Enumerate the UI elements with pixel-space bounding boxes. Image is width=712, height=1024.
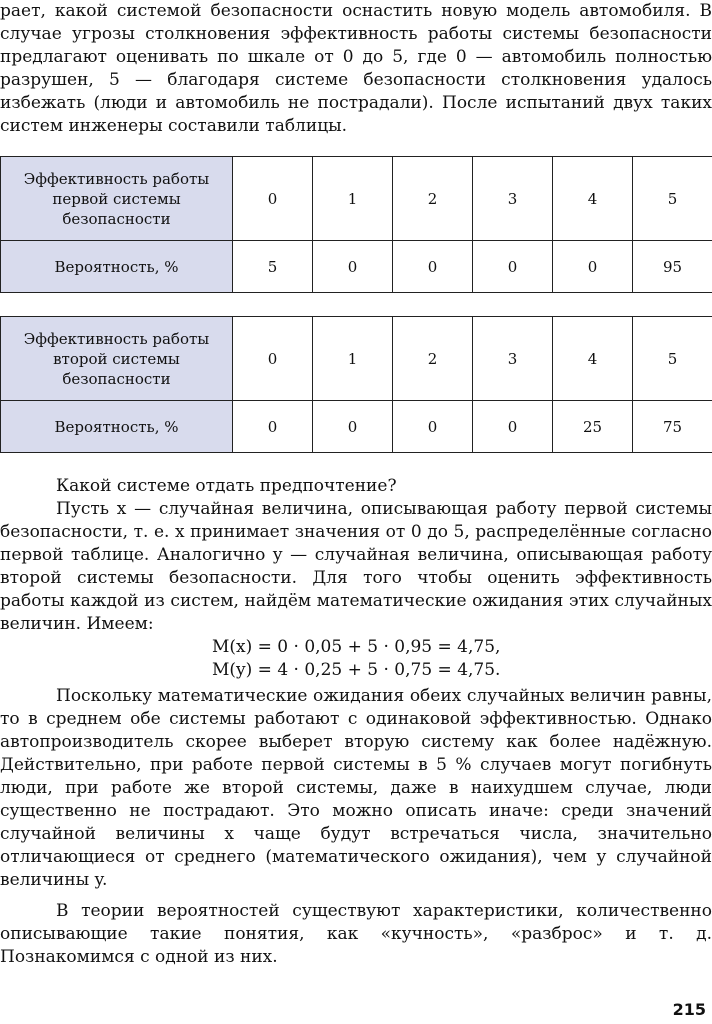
comparison-paragraph: Поскольку математические ожидания обеих случайных величин равны, то в среднем обе системы работают с одинаковой эффективностью. Однако автопроизводитель скорее выберет вторую систему как более надёжную. Действительно, при работе первой системы в 5 % случаев могут погибнуть люди, при работе же второй системы, даже в наихудшем случае, люди существенно не пострадают. Это можно описать иначе: среди значений случайной величины x чаще будут встречаться числа, значительно отличающиеся от среднего (математического ожидания), чем у случайной величины y. bbox=[0, 686, 712, 890]
table-cell: 5 bbox=[633, 317, 712, 401]
table-cell: 4 bbox=[553, 157, 633, 241]
table-cell: 75 bbox=[633, 401, 712, 453]
table-cell: 0 bbox=[553, 241, 633, 293]
table-row bbox=[1, 157, 712, 241]
first-system-table bbox=[0, 156, 712, 293]
table-cell: 0 bbox=[233, 157, 313, 241]
table-cell: 25 bbox=[553, 401, 633, 453]
table-header-cell: Вероятность, % bbox=[1, 401, 233, 453]
question-line: Какой системе отдать предпочтение? bbox=[56, 476, 397, 496]
table-cell: 5 bbox=[633, 157, 712, 241]
table-header-cell: Эффективность работы второй системы безопасности bbox=[1, 317, 233, 401]
table-row bbox=[1, 241, 712, 293]
table-cell: 95 bbox=[633, 241, 712, 293]
table-cell: 0 bbox=[393, 401, 473, 453]
intro-paragraph: рает, какой системой безопасности оснастить новую модель автомобиля. В случае угрозы столкновения эффективность работы системы безопасности предлагают оценивать по шкале от 0 до 5, где 0 — автомобиль полностью разрушен, 5 — благодаря системе безопасности столкновения удалось избежать (люди и автомобиль не пострадали). После испытаний двух таких систем инженеры составили таблицы. bbox=[0, 1, 712, 136]
table-row bbox=[1, 317, 712, 401]
table-cell: 3 bbox=[473, 157, 553, 241]
table-cell: 0 bbox=[473, 401, 553, 453]
formula-second: M(y) = 4 · 0,25 + 5 · 0,75 = 4,75. bbox=[212, 660, 501, 680]
table-cell: 4 bbox=[553, 317, 633, 401]
table-cell: 1 bbox=[313, 157, 393, 241]
second-system-table bbox=[0, 316, 712, 453]
table-cell: 1 bbox=[313, 317, 393, 401]
table-cell: 5 bbox=[233, 241, 313, 293]
page-number: 215 bbox=[672, 1000, 706, 1019]
table-row bbox=[1, 401, 712, 453]
table-cell: 0 bbox=[233, 317, 313, 401]
formula-first: M(x) = 0 · 0,05 + 5 · 0,95 = 4,75, bbox=[212, 637, 501, 657]
table-cell: 0 bbox=[393, 241, 473, 293]
table-header-cell: Вероятность, % bbox=[1, 241, 233, 293]
table-cell: 3 bbox=[473, 317, 553, 401]
table-cell: 0 bbox=[313, 401, 393, 453]
table-cell: 0 bbox=[313, 241, 393, 293]
table-cell: 0 bbox=[473, 241, 553, 293]
expectation-paragraph: Пусть x — случайная величина, описывающая работу первой системы безопасности, т. е. x принимает значения от 0 до 5, распределённые согласно первой таблице. Аналогично y — случайная величина, описывающая работу второй системы безопасности. Для того чтобы оценить эффективность работы каждой из систем, найдём математические ожидания этих случайных величин. Имеем: bbox=[0, 499, 712, 634]
closing-paragraph: В теории вероятностей существуют характеристики, количественно описывающие такие понятия, как «кучность», «разброс» и т. д. Познакомимся с одной из них. bbox=[0, 901, 712, 967]
table-cell: 2 bbox=[393, 157, 473, 241]
table-header-cell: Эффективность работы первой системы безопасности bbox=[1, 157, 233, 241]
table-cell: 0 bbox=[233, 401, 313, 453]
table-cell: 2 bbox=[393, 317, 473, 401]
